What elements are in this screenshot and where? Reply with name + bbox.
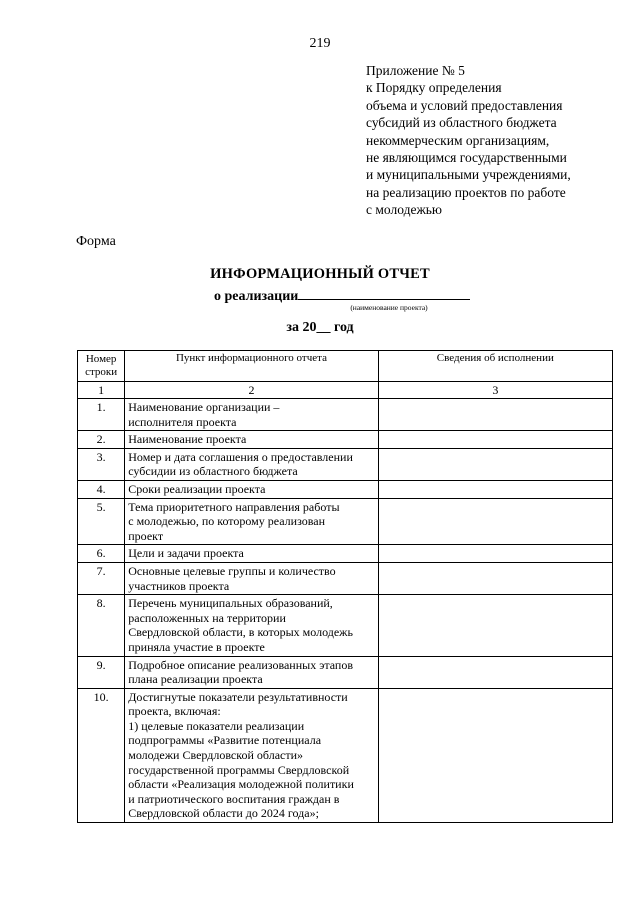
subtitle-text: о реализации [214,289,299,304]
row-item: Подробное описание реализованных этапов плана реализации проекта [125,656,378,688]
table-row [78,688,613,822]
report-title: ИНФОРМАЦИОННЫЙ ОТЧЕТ [210,266,430,282]
table-row [78,431,613,449]
appendix-line: объема и условий предоставления [366,97,563,113]
row-item: Перечень муниципальных образований, расположенных на территории Свердловской области, в которых молодежь приняла участие в проекте [125,595,378,656]
project-name-blank [298,285,470,300]
appendix-line: субсидий из областного бюджета [366,115,557,131]
table-header-row [78,351,613,382]
column-number: 2 [125,382,378,399]
appendix-line: с молодежью [366,202,443,218]
row-number: 1. [78,399,125,431]
page-number: 219 [309,36,331,51]
appendix-line: на реализацию проектов по работе [366,184,566,200]
row-info-cell[interactable] [378,448,612,480]
column-number: 1 [78,382,125,399]
appendix-line: и муниципальными учреждениями, [366,167,571,183]
row-number: 2. [78,431,125,449]
row-number: 6. [78,545,125,563]
table-row [78,562,613,594]
row-number: 10. [78,688,125,822]
row-number: 8. [78,595,125,656]
header-execution-info: Сведения об исполнении [378,351,612,382]
row-info-cell[interactable] [378,562,612,594]
row-info-cell[interactable] [378,480,612,498]
header-row-number: Номер строки [78,351,125,382]
row-item: Наименование проекта [125,431,378,449]
row-info-cell[interactable] [378,688,612,822]
column-numbers-row [78,382,613,399]
row-info-cell[interactable] [378,498,612,545]
report-year: за 20__ год [286,320,354,335]
row-info-cell[interactable] [378,431,612,449]
row-info-cell[interactable] [378,595,612,656]
row-info-cell[interactable] [378,656,612,688]
row-info-cell[interactable] [378,399,612,431]
row-info-cell[interactable] [378,545,612,563]
row-number: 5. [78,498,125,545]
table-row [78,448,613,480]
table-row [78,656,613,688]
appendix-line: к Порядку определения [366,80,502,96]
table-row [78,399,613,431]
report-table [77,350,613,823]
row-item: Наименование организации – исполнителя проекта [125,399,378,431]
header-report-item: Пункт информационного отчета [125,351,378,382]
table-row [78,498,613,545]
column-number: 3 [378,382,612,399]
row-item: Цели и задачи проекта [125,545,378,563]
row-item: Достигнутые показатели результативности проекта, включая: 1) целевые показатели реализации подпрограммы «Развитие потенциала молодежи Свердловской области» государственной программы Свердловской области «Реализация молодежной политики и патриотического воспитания граждан в Свердловской области до 2024 года»; [125,688,378,822]
appendix-line: не являющимся государственными [366,150,567,166]
row-number: 7. [78,562,125,594]
row-number: 3. [78,448,125,480]
table-row [78,595,613,656]
row-item: Тема приоритетного направления работы с молодежью, по которому реализован проект [125,498,378,545]
row-number: 9. [78,656,125,688]
form-label: Форма [76,234,116,249]
table-row [78,480,613,498]
row-item: Основные целевые группы и количество участников проекта [125,562,378,594]
table-row [78,545,613,563]
report-subtitle [214,285,470,305]
appendix-block [366,62,626,219]
row-number: 4. [78,480,125,498]
appendix-line: некоммерческим организациям, [366,132,550,148]
row-item: Номер и дата соглашения о предоставлении субсидии из областного бюджета [125,448,378,480]
appendix-line: Приложение № 5 [366,63,465,78]
row-item: Сроки реализации проекта [125,480,378,498]
project-name-hint: (наименование проекта) [350,303,428,312]
